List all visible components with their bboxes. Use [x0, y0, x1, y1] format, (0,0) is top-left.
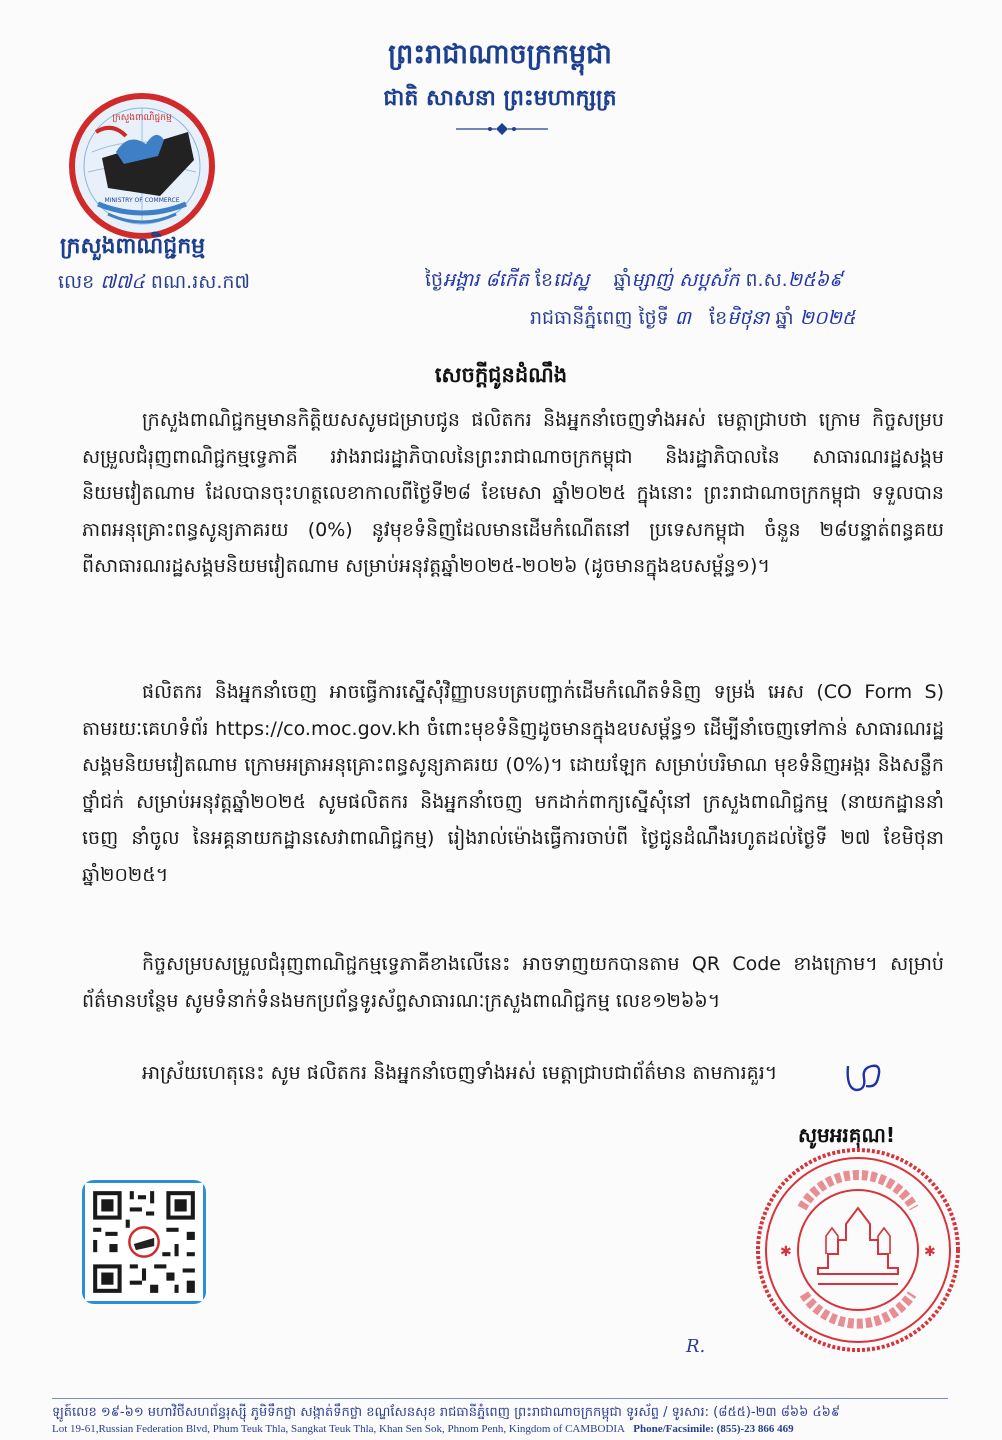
official-seal — [752, 1144, 964, 1356]
lunar-phase: ៨កើត — [485, 269, 529, 291]
logo-top-text: ក្រសួងពាណិជ្ជកម្ម — [112, 113, 172, 123]
qr-code[interactable] — [82, 1180, 206, 1304]
lunar-month: ជេស្ឋ — [553, 269, 590, 291]
paragraph-1: ក្រសួងពាណិជ្ជកម្មមានកិត្តិយសសូមជម្រាបជូន ផលិតករ និងអ្នកនាំចេញទាំងអស់ មេត្តាជ្រាបថា ក្រោម កិច្ចសម្របសម្រួលជំរុញពាណិជ្ជកម្មទ្វេភាគី រវាងរាជរដ្ឋាភិបាលនៃព្រះរាជាណាចក្រកម្ពុជា និងរដ្ឋាភិបាលនៃ សាធារណរដ្ឋសង្គមនិយមវៀតណាម ដែលបានចុះហត្ថលេខាកាលពីថ្ងៃទី២៨ ខែមេសា ឆ្នាំ២០២៥ ក្នុងនោះ ព្រះរាជាណាចក្រកម្ពុជា ទទួលបានភាពអនុគ្រោះពន្ធសូន្យភាគរយ (0%) នូវមុខទំនិញដែលមានដើមកំណើតនៅ ប្រទេសកម្ពុជា ចំនួន ២៨បន្ទាត់ពន្ធគយ ពីសាធារណរដ្ឋសង្គមនិយមវៀតណាម សម្រាប់អនុវត្តឆ្នាំ២០២៥-២០២៦ (ដូចមានក្នុងឧបសម្ព័ន្ធ១)។ — [82, 409, 944, 577]
lunar-date — [425, 268, 842, 296]
qr-code-icon — [85, 1183, 203, 1301]
ornament-divider — [452, 122, 552, 136]
footer-address: Lot 19-61,Russian Federation Blvd, Phum Teuk Thla, Sangkat Teuk Thla, Khan Sen Sok, Phnom Penh, Kingdom of CAMBODIA — [52, 1423, 625, 1435]
ministry-logo — [68, 92, 216, 240]
footer-divider — [52, 1398, 948, 1399]
lunar-prefix: ថ្ងៃ — [425, 269, 444, 291]
date-day: ៣ — [674, 307, 692, 329]
reference-code: ពណ.រស.ក៧ — [150, 271, 251, 293]
footer-khmer: ឡូត៍លេខ ១៩-៦១ មហាវិថីសហព័ន្ធរុស្ស៊ី ភូមិទឹកថ្លា សង្កាត់ទឹកថ្លា ខណ្ឌសែនសុខ រាជធានីភ្នំពេញ ព្រះរាជាណាចក្រកម្ពុជា ទូរស័ព្ទ / ទូរសារ: (៨៥៥)-២៣ ៨៦៦ ៤៦៩ — [52, 1405, 841, 1420]
paragraph-4: អាស្រ័យហេតុនេះ សូម ផលិតករ និងអ្នកនាំចេញទាំងអស់ មេត្តាជ្រាបជាព័ត៌មាន តាមការគួរ។ — [142, 1062, 778, 1084]
date-year: ២០២៥ — [799, 307, 856, 329]
national-motto: ជាតិ សាសនា ព្រះមហាក្សត្រ — [383, 85, 617, 111]
be-year: ២៥៦៩ — [787, 269, 843, 291]
day-label: ថ្ងៃទី — [638, 307, 669, 329]
logo-caption: MINISTRY OF COMMERCE — [104, 197, 180, 204]
ministry-name: ក្រសួងពាណិជ្ជកម្ម — [60, 233, 206, 259]
be-label: ព.ស. — [745, 269, 788, 291]
svg-text:✱: ✱ — [780, 1244, 792, 1260]
closing-text: សូមអរគុណ! — [798, 1123, 896, 1147]
lunar-month-label: ខែ — [534, 269, 554, 291]
handwritten-initial — [842, 1060, 886, 1094]
kingdom-title: ព្រះរាជាណាចក្រកម្ពុជា — [388, 39, 612, 70]
lunar-day: អង្គារ — [443, 269, 480, 291]
footer-english — [52, 1423, 952, 1435]
paragraph-3: កិច្ចសម្របសម្រួលជំរុញពាណិជ្ជកម្មទ្វេភាគីខាងលើនេះ អាចទាញយកបានតាម QR Code ខាងក្រោម។ សម្រាប់ព័ត៌មានបន្ថែម សូមទំនាក់ទំនងមកប្រព័ន្ធទូរស័ព្ទសាធារណៈក្រសួងពាណិជ្ជកម្ម លេខ១២៦៦។ — [82, 953, 944, 1012]
reference-label: លេខ — [58, 271, 95, 293]
month-label: ខែ — [709, 307, 728, 329]
year-label: ឆ្នាំ — [775, 307, 794, 329]
reference-number-value: ៧៧៤ — [100, 271, 145, 293]
solar-date — [530, 306, 855, 334]
signature-mark: R. — [686, 1336, 706, 1357]
paragraph-2: ផលិតករ និងអ្នកនាំចេញ អាចធ្វើការស្នើសុំវិញ្ញាបនបត្របញ្ជាក់ដើមកំណើតទំនិញ ទម្រង់ អេស (CO Form S) តាមរយៈគេហទំព័រ https://co.moc.gov.kh ចំពោះមុខទំនិញដូចមានក្នុងឧបសម្ព័ន្ធ១ ដើម្បីនាំចេញទៅកាន់ សាធារណរដ្ឋសង្គមនិយមវៀតណាម ក្រោមអត្រាអនុគ្រោះពន្ធសូន្យភាគរយ (0%)។ ដោយឡែក សម្រាប់បរិមាណ មុខទំនិញអង្ករ និងសន្លឹកថ្នាំជក់ សម្រាប់អនុវត្តឆ្នាំ២០២៥ សូមផលិតករ និងអ្នកនាំចេញ មកដាក់ពាក្យស្នើសុំនៅ ក្រសួងពាណិជ្ជកម្ម (នាយកដ្ឋាននាំចេញ នាំចូល នៃអគ្គនាយកដ្ឋានសេវាពាណិជ្ជកម្ម) រៀងរាល់ម៉ោងធ្វើការចាប់ពី ថ្ងៃជូនដំណឹងរហូតដល់ថ្ងៃទី ២៧ ខែមិថុនា ឆ្នាំ២០២៥។ — [82, 681, 944, 886]
date-city: រាជធានីភ្នំពេញ — [530, 307, 633, 329]
notice-title: សេចក្តីជូនដំណឹង — [434, 363, 568, 387]
lunar-year-label: ឆ្នាំ — [613, 269, 632, 291]
date-month: មិថុនា — [727, 307, 770, 329]
footer-phone: Phone/Facsimile: (855)-23 866 469 — [633, 1423, 794, 1435]
reference-number — [58, 270, 250, 298]
svg-text:✱: ✱ — [924, 1244, 936, 1260]
lunar-year: ម្សាញ់ សប្តស័ក — [631, 269, 740, 291]
